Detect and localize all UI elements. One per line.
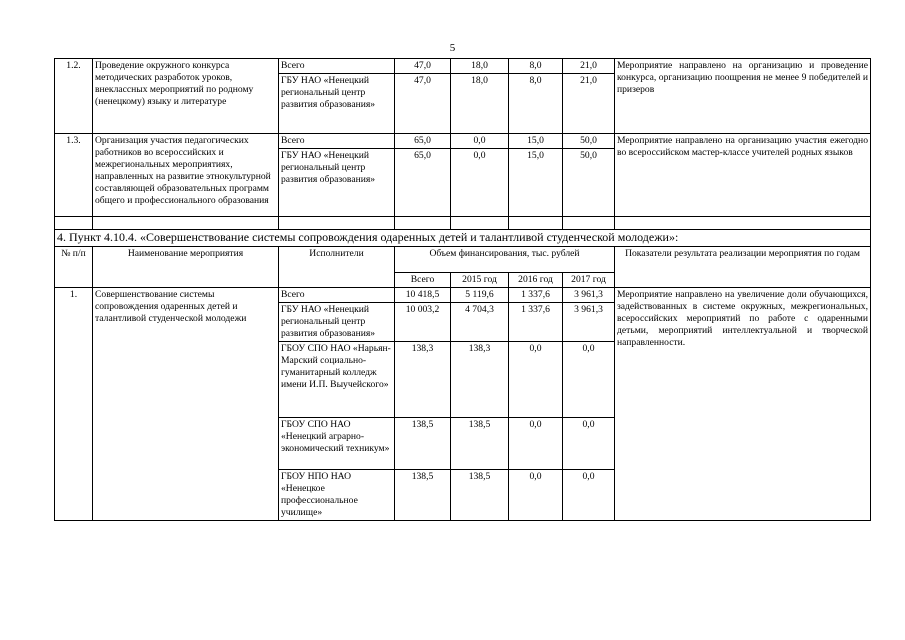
value-2015: 4 704,3 [451,302,509,341]
executor-cell: ГБУ НАО «Ненецкий региональный центр развития образования» [279,148,395,216]
value-2016: 1 337,6 [509,302,563,341]
header-funding: Объем финансирования, тыс. рублей [395,246,615,272]
header-executors: Исполнители [279,246,395,287]
result-cell: Мероприятие направлено на увеличение доли обучающихся, задействованных в системе окружных, межрегиональных, всероссийских мероприятий по работе с одаренными детьми, мероприятий интеллектуальной и творческой направленности. [615,287,871,520]
result-cell: Мероприятие направлено на организацию и проведение конкурса, организацию поощрения не менее 9 победителей и призеров [615,59,871,134]
value-total: 47,0 [395,73,451,133]
value-total: 138,3 [395,341,451,417]
value-2015: 5 119,6 [451,287,509,302]
executor-cell: Всего [279,133,395,148]
value-2016: 15,0 [509,148,563,216]
value-total: 138,5 [395,469,451,520]
executor-cell: ГБОУ СПО НАО «Ненецкий аграрно-экономический техникум» [279,417,395,469]
result-cell: Мероприятие направлено на организацию участия ежегодно во всероссийском мастер-классе учителей родных языков [615,133,871,216]
value-2017: 3 961,3 [563,287,615,302]
activity-name: Проведение окружного конкурса методических разработок уроков, внеклассных мероприятий по родному (ненецкому) языку и литературе [93,59,279,134]
value-2017: 21,0 [563,59,615,74]
executor-cell: ГБУ НАО «Ненецкий региональный центр развития образования» [279,73,395,133]
value-total: 10 418,5 [395,287,451,302]
section-row [55,229,871,246]
value-2017: 0,0 [563,469,615,520]
program-table [54,58,871,521]
value-2017: 50,0 [563,148,615,216]
value-2015: 18,0 [451,59,509,74]
value-total: 65,0 [395,148,451,216]
value-2015: 0,0 [451,133,509,148]
value-2016: 8,0 [509,73,563,133]
section-title: 4. Пункт 4.10.4. «Совершенствование системы сопровождения одаренных детей и талантливой студенческой молодежи»: [55,229,871,246]
value-2016: 0,0 [509,341,563,417]
table-row [55,133,871,148]
row-number: 1.3. [55,133,93,216]
value-total: 65,0 [395,133,451,148]
value-2017: 50,0 [563,133,615,148]
value-2017: 3 961,3 [563,302,615,341]
executor-cell: ГБОУ НПО НАО «Ненецкое профессиональное училище» [279,469,395,520]
header-total: Всего [395,272,451,287]
value-2017: 21,0 [563,73,615,133]
header-2017: 2017 год [563,272,615,287]
value-2016: 0,0 [509,417,563,469]
value-total: 138,5 [395,417,451,469]
value-2016: 0,0 [509,469,563,520]
header-2016: 2016 год [509,272,563,287]
value-2015: 138,3 [451,341,509,417]
value-total: 10 003,2 [395,302,451,341]
value-2015: 0,0 [451,148,509,216]
executor-cell: Всего [279,287,395,302]
row-number: 1.2. [55,59,93,134]
header-results: Показатели результата реализации мероприятия по годам [615,246,871,287]
activity-name: Организация участия педагогических работников во всероссийских и межрегиональных мероприятиях, направленных на развитие этнокультурной составляющей образовательных программ общего и профессионального образования [93,133,279,216]
executor-cell: ГБОУ СПО НАО «Нарьян-Марский социально-гуманитарный колледж имени И.П. Выучейского» [279,341,395,417]
value-total: 47,0 [395,59,451,74]
value-2015: 138,5 [451,417,509,469]
header-row [55,246,871,272]
page-number: 5 [449,42,456,54]
table-row [55,59,871,74]
value-2016: 8,0 [509,59,563,74]
executor-cell: ГБУ НАО «Ненецкий региональный центр развития образования» [279,302,395,341]
activity-name: Совершенствование системы сопровождения одаренных детей и талантливой студенческой молодежи [93,287,279,520]
header-name: Наименование мероприятия [93,246,279,287]
empty-row [55,216,871,229]
value-2016: 1 337,6 [509,287,563,302]
header-2015: 2015 год [451,272,509,287]
value-2016: 15,0 [509,133,563,148]
value-2017: 0,0 [563,341,615,417]
executor-cell: Всего [279,59,395,74]
value-2015: 18,0 [451,73,509,133]
value-2017: 0,0 [563,417,615,469]
table-row [55,287,871,302]
value-2015: 138,5 [451,469,509,520]
header-num: № п/п [55,246,93,287]
row-number: 1. [55,287,93,520]
